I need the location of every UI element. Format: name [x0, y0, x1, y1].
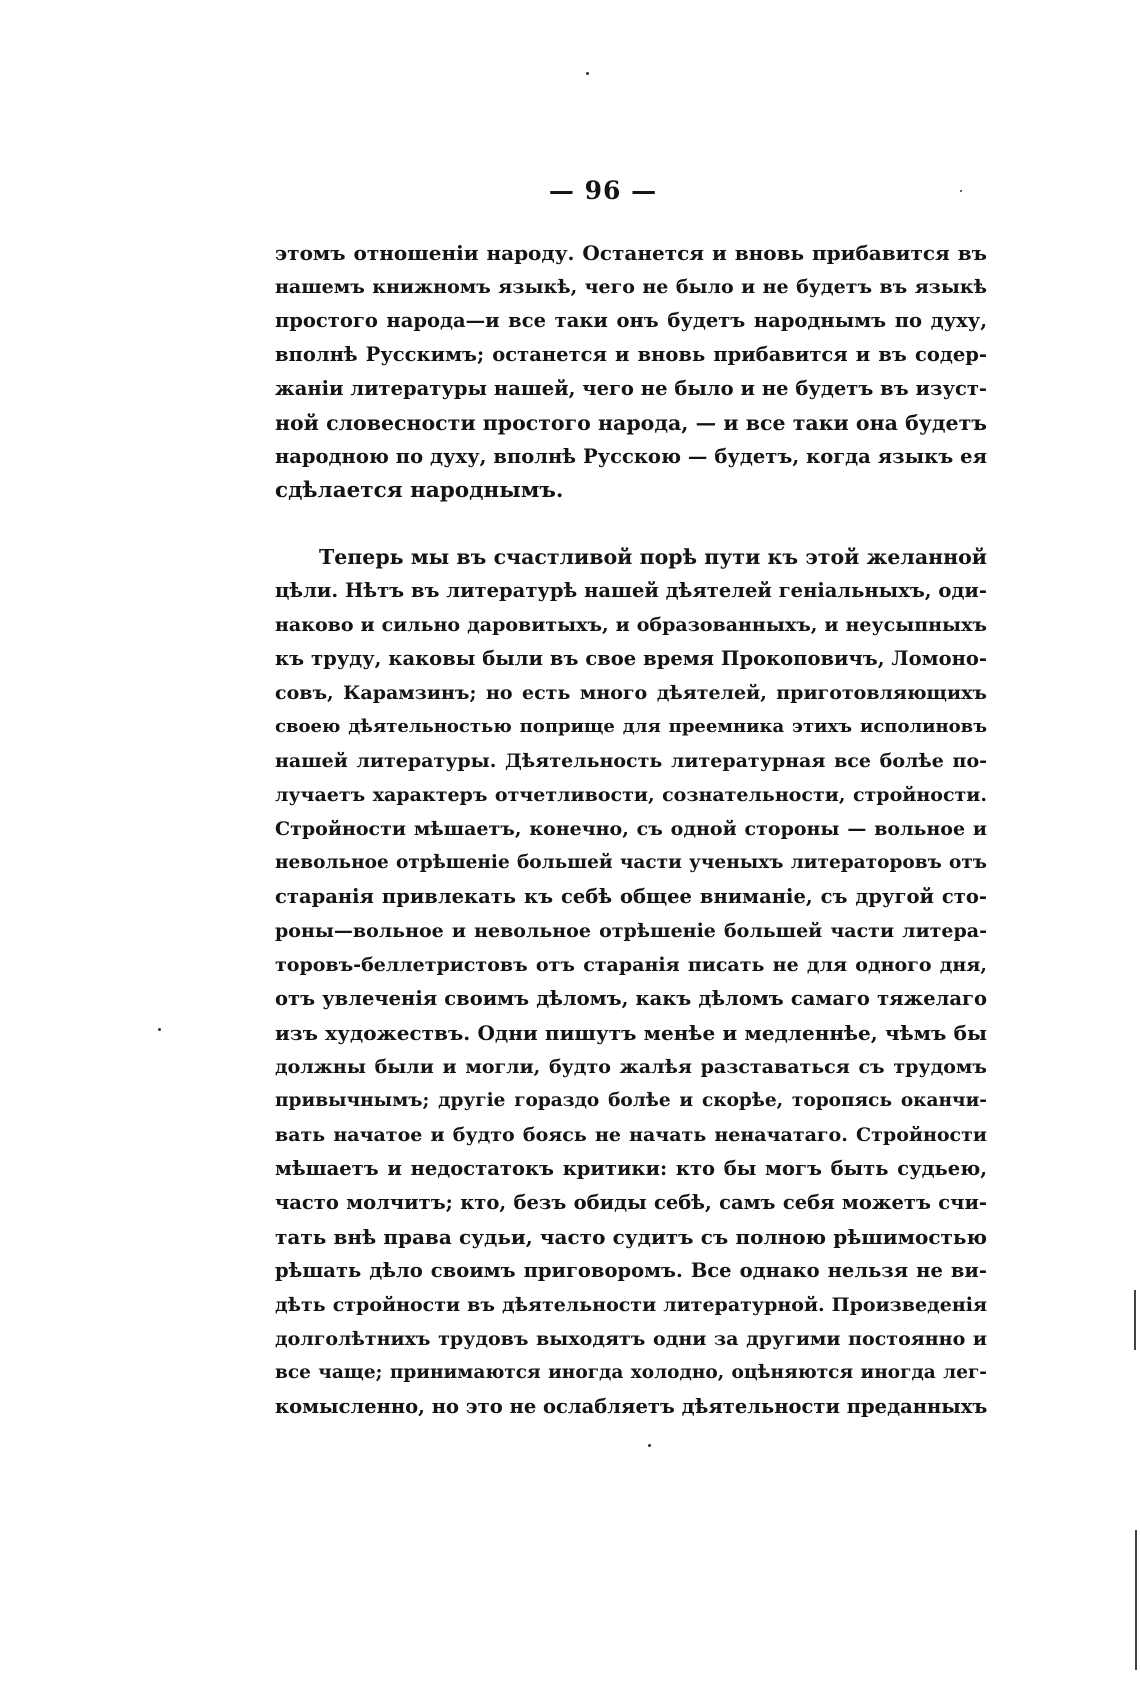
text-line: изъ художествъ. Одни пишутъ менѣе и медленнѣе, чѣмъ бы: [275, 1021, 987, 1045]
paragraph: [275, 540, 987, 1424]
text-line: совъ, Карамзинъ; но есть много дѣятелей, приготовляющихъ: [275, 682, 987, 704]
text-line: этомъ отношеніи народу. Останется и вновь прибавится въ: [275, 241, 987, 265]
text-line: отъ увлеченія своимъ дѣломъ, какъ дѣломъ самаго тяжелаго: [275, 987, 987, 1010]
text-line: цѣли. Нѣтъ въ литературѣ нашей дѣятелей геніальныхъ, оди-: [275, 579, 987, 602]
text-line: комысленно, но это не ослабляетъ дѣятельности преданныхъ: [275, 1395, 988, 1418]
text-line: нашемъ книжномъ языкѣ, чего не было и не будетъ въ языкѣ: [275, 276, 987, 298]
scan-speck: [960, 190, 962, 192]
text-line: долголѣтнихъ трудовъ выходятъ одни за другими постоянно и: [275, 1328, 987, 1350]
scan-edge-mark: [1134, 1290, 1136, 1350]
text-line: народною по духу, вполнѣ Русскою — будетъ, когда языкъ ея: [275, 445, 987, 468]
text-line: должны были и могли, будто жалѣя разставаться съ трудомъ: [275, 1056, 987, 1078]
text-line: старанія привлекать къ себѣ общее вниманіе, съ другой сто-: [275, 885, 987, 908]
text-line: вполнѣ Русскимъ; останется и вновь прибавится и въ содер-: [275, 343, 987, 366]
text-line: нашей литературы. Дѣятельность литературная все болѣе по-: [275, 750, 987, 772]
text-line: ной словесности простого народа, — и все таки она будетъ: [275, 411, 987, 435]
text-line: рѣшать дѣло своимъ приговоромъ. Все однако нельзя не ви-: [275, 1259, 987, 1282]
scan-edge-mark: [1135, 1530, 1137, 1670]
text-line: Теперь мы въ счастливой порѣ пути къ этой желанной: [319, 545, 987, 569]
text-line: простого народа—и все таки онъ будетъ народнымъ по духу,: [275, 309, 987, 332]
text-line: тать внѣ права судьи, часто судитъ съ полною рѣшимостью: [275, 1225, 987, 1249]
text-line: лучаетъ характеръ отчетливости, сознательности, стройности.: [275, 784, 987, 806]
page-number: — 96 —: [548, 176, 658, 205]
text-line: вать начатое и будто боясь не начать неначатаго. Стройности: [275, 1124, 987, 1146]
text-line: торовъ-беллетристовъ отъ старанія писать не для одного дня,: [275, 954, 987, 976]
text-line: часто молчитъ; кто, безъ обиды себѣ, самъ себя можетъ счи-: [275, 1191, 987, 1214]
text-line: наково и сильно даровитыхъ, и образованныхъ, и неусыпныхъ: [275, 614, 987, 636]
text-line: невольное отрѣшеніе большей части ученыхъ литераторовъ отъ: [275, 852, 987, 873]
scan-speck: [586, 72, 589, 75]
paragraph: [275, 236, 987, 508]
scan-speck: [158, 1028, 161, 1031]
text-line: жаніи литературы нашей, чего не было и не будетъ въ изуст-: [275, 377, 987, 400]
text-line: привычнымъ; другіе гораздо болѣе и скорѣе, торопясь оканчи-: [275, 1090, 987, 1111]
text-line: къ труду, каковы были въ свое время Прокоповичъ, Ломоно-: [275, 647, 987, 670]
text-line: своею дѣятельностью поприще для преемника этихъ исполиновъ: [275, 716, 987, 737]
text-line: все чаще; принимаются иногда холодно, оцѣняются иногда лег-: [275, 1362, 987, 1383]
text-line: дѣть стройности въ дѣятельности литературной. Произведенія: [275, 1294, 987, 1316]
text-line: роны—вольное и невольное отрѣшеніе большей части литера-: [275, 920, 987, 942]
scan-speck: [648, 1444, 651, 1447]
text-line: сдѣлается народнымъ.: [275, 478, 564, 503]
text-line: Стройности мѣшаетъ, конечно, съ одной стороны — вольное и: [275, 818, 987, 840]
text-line: мѣшаетъ и недостатокъ критики: кто бы могъ быть судьею,: [275, 1157, 987, 1180]
